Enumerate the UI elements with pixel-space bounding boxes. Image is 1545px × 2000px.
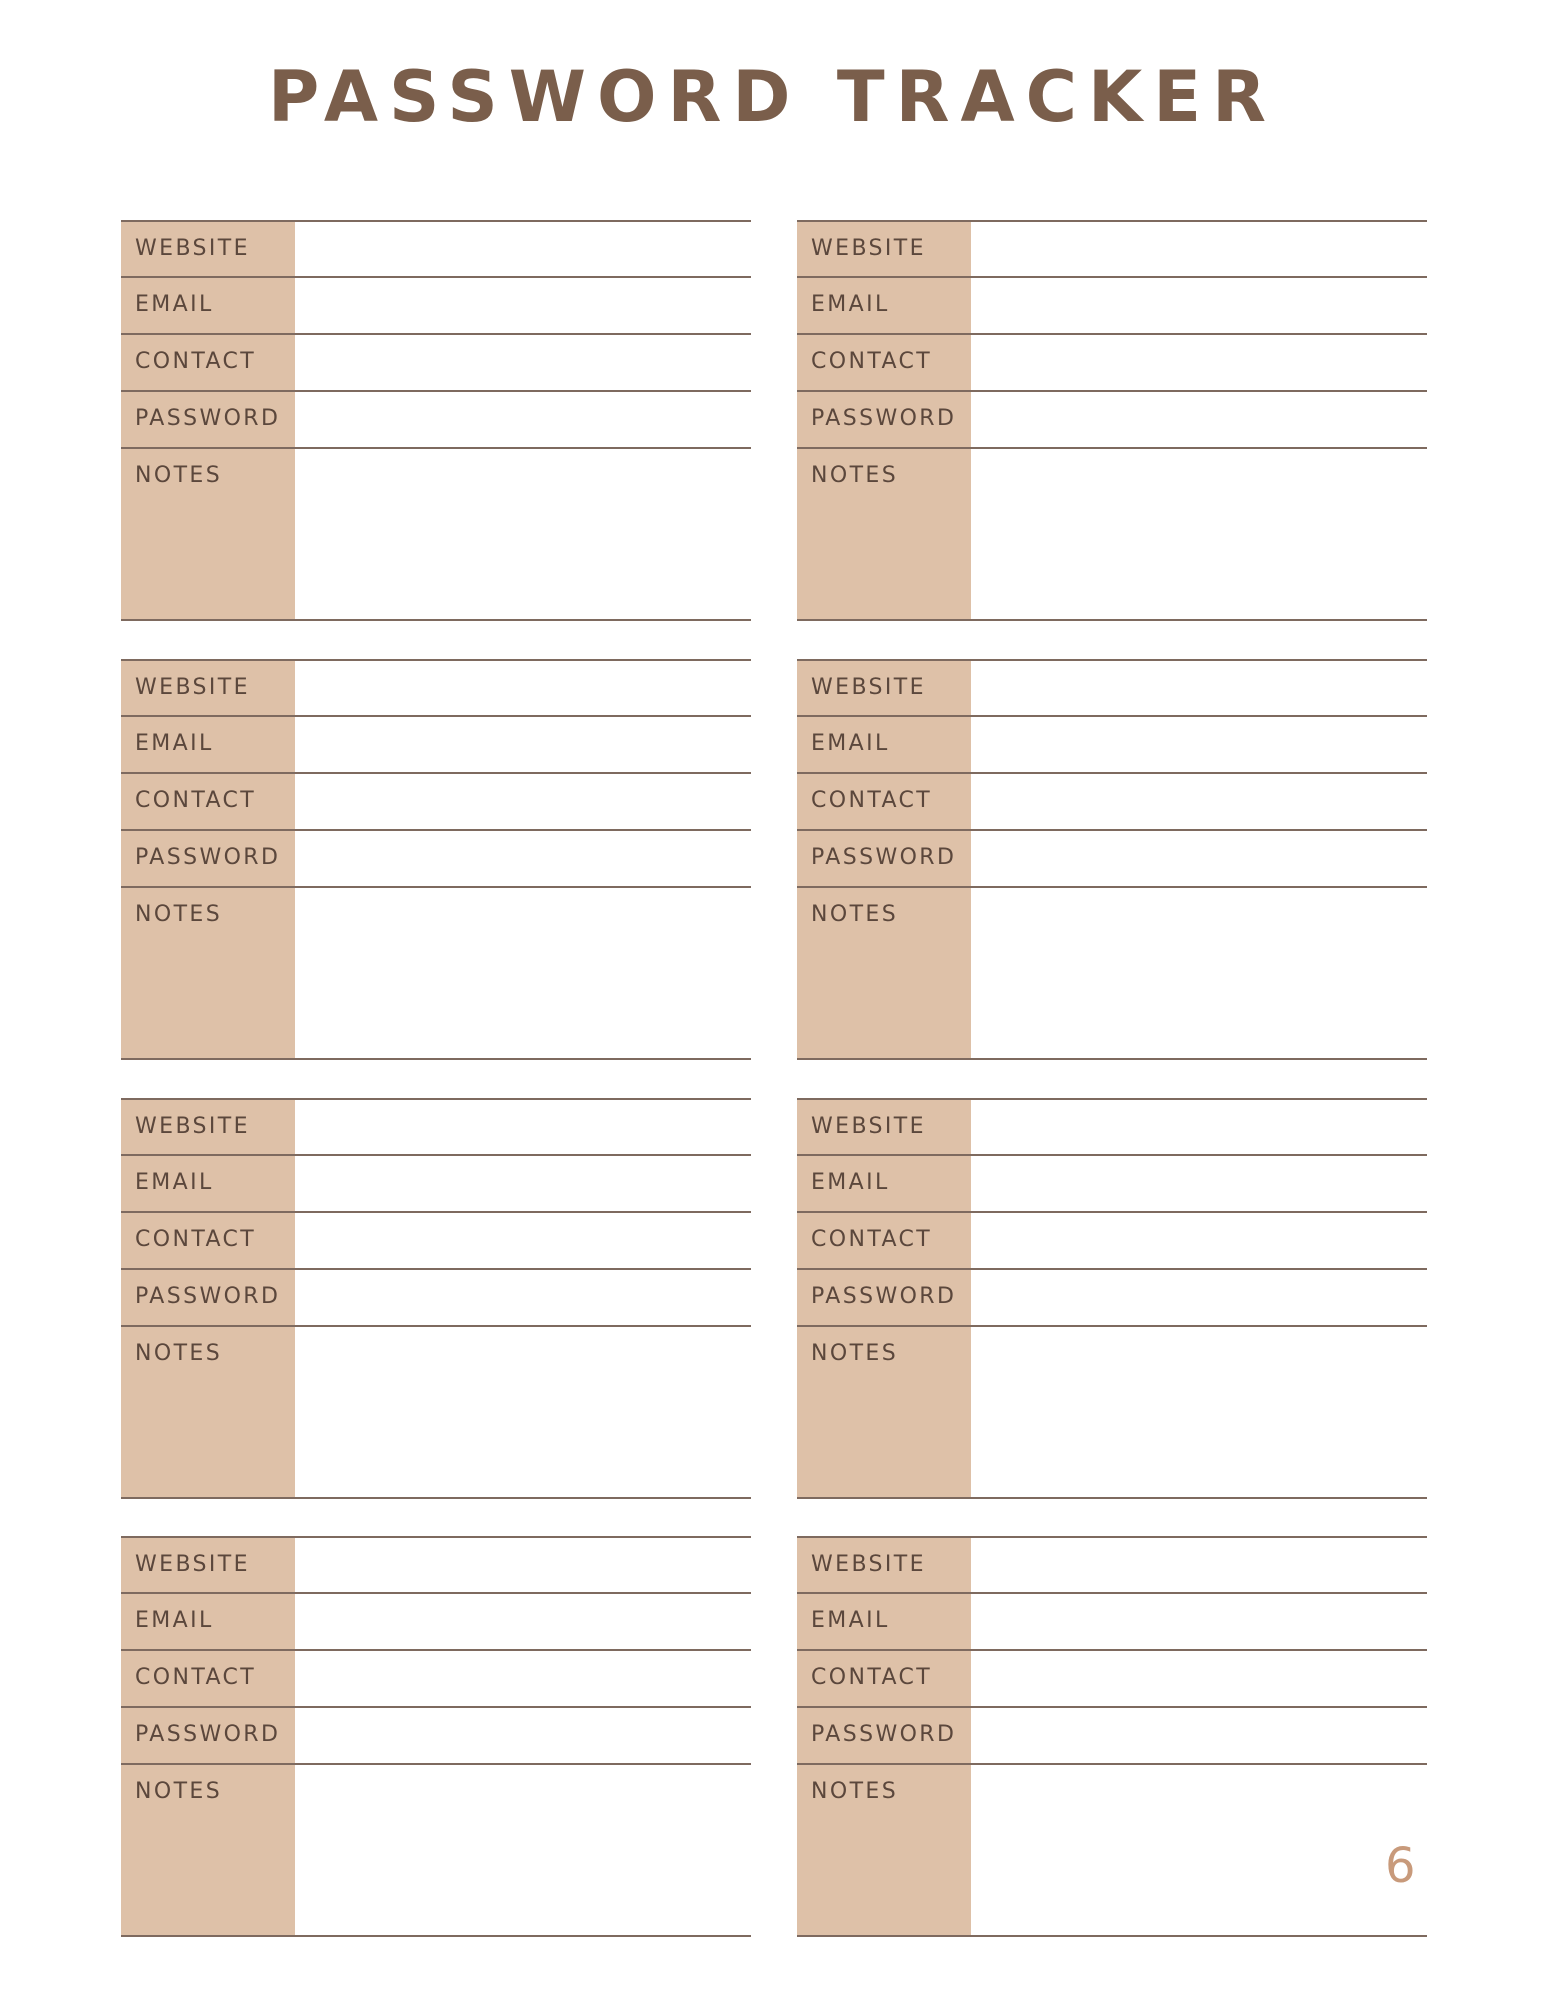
website-label: WEBSITE (135, 1114, 250, 1139)
field-divider (797, 772, 1427, 774)
website-label: WEBSITE (811, 675, 926, 700)
field-divider (797, 1211, 1427, 1213)
email-label: EMAIL (135, 731, 214, 756)
field-divider (121, 1536, 751, 1538)
email-label: EMAIL (135, 1170, 214, 1195)
field-divider (121, 619, 751, 621)
email-field[interactable] (303, 1596, 743, 1647)
field-divider (797, 276, 1427, 278)
website-label: WEBSITE (811, 236, 926, 261)
field-divider (121, 1649, 751, 1651)
field-divider (797, 1592, 1427, 1594)
contact-label: CONTACT (811, 1227, 933, 1252)
website-label: WEBSITE (135, 1552, 250, 1577)
email-field[interactable] (303, 719, 743, 770)
password-entry-card (121, 220, 751, 621)
notes-field[interactable] (979, 890, 1419, 1056)
field-divider (121, 886, 751, 888)
email-label: EMAIL (135, 1608, 214, 1633)
field-divider (121, 1154, 751, 1156)
password-entry-card (121, 659, 751, 1060)
page-number: 6 (1385, 1838, 1416, 1894)
email-label: EMAIL (811, 1170, 890, 1195)
website-field[interactable] (303, 224, 743, 274)
notes-label: NOTES (135, 1779, 223, 1804)
field-divider (797, 333, 1427, 335)
password-entry-card (797, 1536, 1427, 1937)
contact-label: CONTACT (135, 788, 257, 813)
password-field[interactable] (979, 394, 1419, 445)
email-label: EMAIL (135, 292, 214, 317)
field-divider (121, 1935, 751, 1937)
field-divider (121, 220, 751, 222)
contact-label: CONTACT (135, 349, 257, 374)
field-divider (797, 829, 1427, 831)
notes-field[interactable] (979, 1767, 1419, 1933)
website-field[interactable] (303, 663, 743, 713)
password-field[interactable] (979, 1272, 1419, 1323)
email-field[interactable] (303, 1158, 743, 1209)
notes-field[interactable] (303, 1767, 743, 1933)
notes-label: NOTES (811, 1341, 899, 1366)
contact-field[interactable] (979, 337, 1419, 388)
field-divider (797, 1268, 1427, 1270)
field-divider (121, 447, 751, 449)
field-divider (121, 1211, 751, 1213)
password-field[interactable] (303, 1272, 743, 1323)
website-label: WEBSITE (811, 1114, 926, 1139)
notes-label: NOTES (135, 1341, 223, 1366)
website-field[interactable] (979, 1102, 1419, 1152)
field-divider (797, 1706, 1427, 1708)
field-divider (121, 659, 751, 661)
field-divider (797, 1497, 1427, 1499)
password-field[interactable] (979, 1710, 1419, 1761)
email-field[interactable] (979, 1596, 1419, 1647)
notes-label: NOTES (135, 902, 223, 927)
field-divider (121, 390, 751, 392)
email-field[interactable] (979, 280, 1419, 331)
password-entry-card (121, 1536, 751, 1937)
field-divider (797, 1098, 1427, 1100)
field-divider (121, 715, 751, 717)
email-field[interactable] (303, 280, 743, 331)
field-divider (121, 772, 751, 774)
password-entry-card (121, 1098, 751, 1499)
contact-field[interactable] (979, 1653, 1419, 1704)
password-label: PASSWORD (811, 1284, 957, 1309)
password-field[interactable] (303, 394, 743, 445)
field-divider (121, 1592, 751, 1594)
website-field[interactable] (303, 1540, 743, 1590)
password-entry-card (797, 220, 1427, 621)
field-divider (121, 333, 751, 335)
password-label: PASSWORD (135, 406, 281, 431)
email-field[interactable] (979, 1158, 1419, 1209)
field-divider (797, 1763, 1427, 1765)
notes-label: NOTES (811, 1779, 899, 1804)
website-field[interactable] (979, 663, 1419, 713)
password-field[interactable] (303, 833, 743, 884)
field-divider (121, 1706, 751, 1708)
contact-label: CONTACT (811, 349, 933, 374)
field-divider (121, 1763, 751, 1765)
field-divider (121, 829, 751, 831)
password-entry-card (797, 1098, 1427, 1499)
email-label: EMAIL (811, 1608, 890, 1633)
field-divider (797, 220, 1427, 222)
password-entry-card (797, 659, 1427, 1060)
field-divider (797, 1154, 1427, 1156)
notes-field[interactable] (979, 451, 1419, 617)
website-field[interactable] (303, 1102, 743, 1152)
field-divider (797, 447, 1427, 449)
website-field[interactable] (979, 1540, 1419, 1590)
notes-field[interactable] (303, 1329, 743, 1495)
field-divider (797, 659, 1427, 661)
notes-label: NOTES (135, 463, 223, 488)
contact-field[interactable] (303, 776, 743, 827)
website-label: WEBSITE (811, 1552, 926, 1577)
contact-field[interactable] (303, 1215, 743, 1266)
password-label: PASSWORD (811, 845, 957, 870)
notes-field[interactable] (303, 890, 743, 1056)
field-divider (121, 1497, 751, 1499)
password-label: PASSWORD (811, 406, 957, 431)
contact-label: CONTACT (811, 788, 933, 813)
contact-label: CONTACT (135, 1227, 257, 1252)
field-divider (797, 1058, 1427, 1060)
field-divider (797, 886, 1427, 888)
website-field[interactable] (979, 224, 1419, 274)
field-divider (121, 1325, 751, 1327)
contact-label: CONTACT (135, 1665, 257, 1690)
field-divider (797, 715, 1427, 717)
contact-field[interactable] (979, 776, 1419, 827)
notes-label: NOTES (811, 902, 899, 927)
field-divider (797, 390, 1427, 392)
password-label: PASSWORD (135, 1722, 281, 1747)
notes-field[interactable] (979, 1329, 1419, 1495)
field-divider (797, 1935, 1427, 1937)
password-label: PASSWORD (135, 1284, 281, 1309)
email-label: EMAIL (811, 731, 890, 756)
contact-field[interactable] (979, 1215, 1419, 1266)
password-field[interactable] (979, 833, 1419, 884)
contact-field[interactable] (303, 337, 743, 388)
password-label: PASSWORD (135, 845, 281, 870)
contact-field[interactable] (303, 1653, 743, 1704)
field-divider (121, 1098, 751, 1100)
notes-field[interactable] (303, 451, 743, 617)
field-divider (121, 276, 751, 278)
email-field[interactable] (979, 719, 1419, 770)
notes-label: NOTES (811, 463, 899, 488)
page-title: PASSWORD TRACKER (268, 56, 1277, 138)
website-label: WEBSITE (135, 236, 250, 261)
password-field[interactable] (303, 1710, 743, 1761)
field-divider (797, 1536, 1427, 1538)
contact-label: CONTACT (811, 1665, 933, 1690)
field-divider (121, 1268, 751, 1270)
field-divider (797, 619, 1427, 621)
field-divider (797, 1649, 1427, 1651)
email-label: EMAIL (811, 292, 890, 317)
field-divider (797, 1325, 1427, 1327)
password-label: PASSWORD (811, 1722, 957, 1747)
website-label: WEBSITE (135, 675, 250, 700)
field-divider (121, 1058, 751, 1060)
